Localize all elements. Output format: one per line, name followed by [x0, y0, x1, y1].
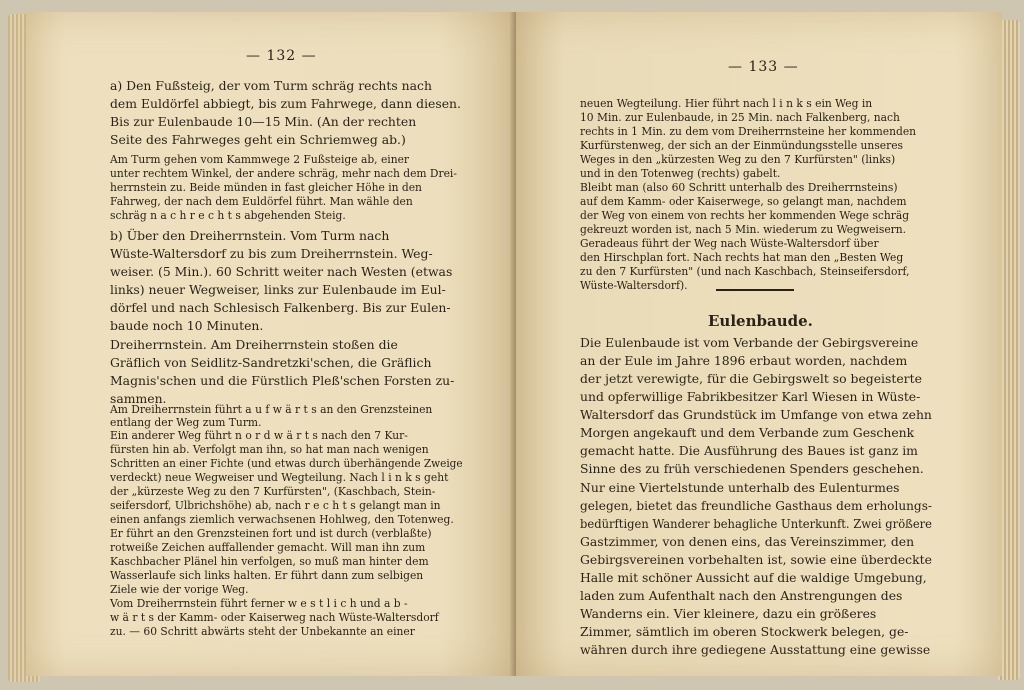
text-line: Gastzimmer, von denen eins, das Vereinszimmer, den	[580, 534, 915, 549]
text-line: Gräflich von Seidlitz-Sandretzki'schen, die Gräflich	[110, 355, 432, 370]
text-line: zu den 7 Kurfürsten" (und nach Kaschbach, Steinseifersdorf,	[580, 265, 910, 278]
text-line: Die Eulenbaude ist vom Verbande der Gebirgsvereine	[580, 335, 919, 350]
text-line: Wasserlaufe sich links halten. Er führt dann zum selbigen	[110, 569, 424, 582]
text-line: Zimmer, sämtlich im oberen Stockwerk belegen, ge-	[580, 624, 909, 639]
text-line: Am Turm gehen vom Kammwege 2 Fußsteige ab, einer	[110, 153, 410, 166]
text-line: Geradeaus führt der Weg nach Wüste-Waltersdorf über	[580, 237, 879, 250]
text-line: rechts in 1 Min. zu dem vom Dreiherrnsteine her kommenden	[580, 125, 917, 138]
text-line: Bleibt man (also 60 Schritt unterhalb des Dreiherrnsteins)	[580, 181, 898, 194]
text-line: dörfel und nach Schlesisch Falkenberg. Bis zur Eulen-	[110, 300, 451, 315]
text-line: gelegen, bietet das freundliche Gasthaus dem erholungs-	[580, 498, 933, 513]
text-line: Dreiherrnstein. Am Dreiherrnstein stoßen die	[110, 337, 398, 352]
text-line: Nur eine Viertelstunde unterhalb des Eulenturmes	[580, 480, 900, 495]
text-line: bedürftigen Wanderer behagliche Unterkunft. Zwei größere	[580, 516, 933, 531]
page-number: — 133 —	[728, 59, 799, 75]
text-line: links) neuer Wegweiser, links zur Eulenbaude im Eul-	[110, 282, 446, 297]
text-line: a) Den Fußsteig, der vom Turm schräg rechts nach	[110, 78, 432, 93]
text-line: w ä r t s der Kamm- oder Kaiserweg nach Wüste-Waltersdorf	[110, 611, 439, 624]
text-line: zu. — 60 Schritt abwärts steht der Unbekannte an einer	[110, 625, 415, 638]
text-line: dem Euldörfel abbiegt, bis zum Fahrwege, dann diesen.	[110, 96, 461, 111]
text-line: laden zum Aufenthalt nach den Anstrengungen des	[580, 588, 903, 603]
text-line: Fahrweg, der nach dem Euldörfel führt. Man wähle den	[110, 195, 413, 208]
text-line: sammen.	[110, 391, 167, 406]
text-line: Kaschbacher Plänel hin verfolgen, so muß man hinter dem	[110, 555, 429, 568]
text-line: Er führt an den Grenzsteinen fort und ist durch (verblaßte)	[110, 527, 432, 540]
text-line: weiser. (5 Min.). 60 Schritt weiter nach Westen (etwas	[110, 264, 453, 279]
text-line: Wüste-Waltersdorf).	[580, 279, 688, 292]
text-line: und in den Totenweg (rechts) gabelt.	[580, 167, 781, 180]
text-line: unter rechtem Winkel, der andere schräg, mehr nach dem Drei-	[110, 167, 457, 180]
text-line: schräg n a c h r e c h t s abgehenden Steig.	[110, 209, 346, 222]
text-line: entlang der Weg zum Turm.	[110, 416, 262, 429]
text-line: gekreuzt worden ist, nach 5 Min. wiederum zu Wegweisern.	[580, 223, 907, 236]
text-line: Ziele wie der vorige Weg.	[110, 583, 249, 596]
text-line: herrnstein zu. Beide münden in fast gleicher Höhe in den	[110, 181, 422, 194]
text-line: Sinne des zu früh verschiedenen Spenders geschehen.	[580, 461, 924, 476]
text-line: verdeckt) neue Wegweiser und Wegteilung. Nach l i n k s geht	[110, 471, 449, 484]
text-line: der „kürzeste Weg zu den 7 Kurfürsten", (Kaschbach, Stein-	[110, 485, 436, 498]
text-line: fürsten hin ab. Verfolgt man ihn, so hat man nach wenigen	[110, 443, 429, 456]
text-line: Magnis'schen und die Fürstlich Pleß'schen Forsten zu-	[110, 373, 455, 388]
text-line: Wüste-Waltersdorf zu bis zum Dreiherrnstein. Weg-	[110, 246, 433, 261]
text-line: der Weg von einem von rechts her kommenden Wege schräg	[580, 209, 910, 222]
text-line: neuen Wegteilung. Hier führt nach l i n k s ein Weg in	[580, 97, 873, 110]
page-number: — 132 —	[246, 48, 317, 64]
text-line: Wanderns ein. Vier kleinere, dazu ein größeres	[580, 606, 877, 621]
text-line: den Hirschplan fort. Nach rechts hat man den „Besten Weg	[580, 251, 904, 264]
right-page	[516, 12, 1002, 676]
text-line: Schritten an einer Fichte (und etwas durch überhängende Zweige	[110, 457, 463, 470]
text-line: auf dem Kamm- oder Kaiserwege, so gelangt man, nachdem	[580, 195, 907, 208]
text-line: Ein anderer Weg führt n o r d w ä r t s nach den 7 Kur-	[110, 429, 408, 442]
text-line: und opferwillige Fabrikbesitzer Karl Wiesen in Wüste-	[580, 389, 921, 404]
text-line: Vom Dreiherrnstein führt ferner w e s t l i c h und a b -	[110, 597, 408, 610]
text-line: Weges in den „kürzesten Weg zu den 7 Kurfürsten" (links)	[580, 153, 896, 166]
text-line: währen durch ihre gediegene Ausstattung eine gewisse	[580, 642, 931, 657]
text-line: der jetzt verewigte, für die Gebirgswelt so begeisterte	[580, 371, 922, 386]
text-line: Halle mit schöner Aussicht auf die waldige Umgebung,	[580, 570, 927, 585]
text-line: b) Über den Dreiherrnstein. Vom Turm nach	[110, 228, 390, 243]
section-heading: Eulenbaude.	[708, 312, 813, 330]
text-line: Gebirgsvereinen vorbehalten ist, sowie eine überdeckte	[580, 552, 932, 567]
text-line: an der Eule im Jahre 1896 erbaut worden, nachdem	[580, 353, 908, 368]
text-line: seifersdorf, Ulbrichshöhe) ab, nach r e c h t s gelangt man in	[110, 499, 441, 512]
text-line: Seite des Fahrweges geht ein Schriemweg ab.)	[110, 132, 406, 147]
text-line: baude noch 10 Minuten.	[110, 318, 264, 333]
text-line: 10 Min. zur Eulenbaude, in 25 Min. nach Falkenberg, nach	[580, 111, 900, 124]
text-line: Kurfürstenweg, der sich an der Einmündungsstelle unseres	[580, 139, 904, 152]
left-page	[26, 12, 514, 676]
text-line: Morgen angekauft und dem Verbande zum Geschenk	[580, 425, 915, 440]
text-line: rotweiße Zeichen auffallender gemacht. Will man ihn zum	[110, 541, 426, 554]
text-line: einen anfangs ziemlich verwachsenen Hohlweg, den Totenweg.	[110, 513, 454, 526]
text-line: Am Dreiherrnstein führt a u f w ä r t s an den Grenzsteinen	[110, 403, 433, 416]
text-line: Bis zur Eulenbaude 10—15 Min. (An der rechten	[110, 114, 417, 129]
text-line: Waltersdorf das Grundstück im Umfange von etwa zehn	[580, 407, 932, 422]
text-line: gemacht hatte. Die Ausführung des Baues ist ganz im	[580, 443, 918, 458]
section-divider	[716, 289, 794, 291]
